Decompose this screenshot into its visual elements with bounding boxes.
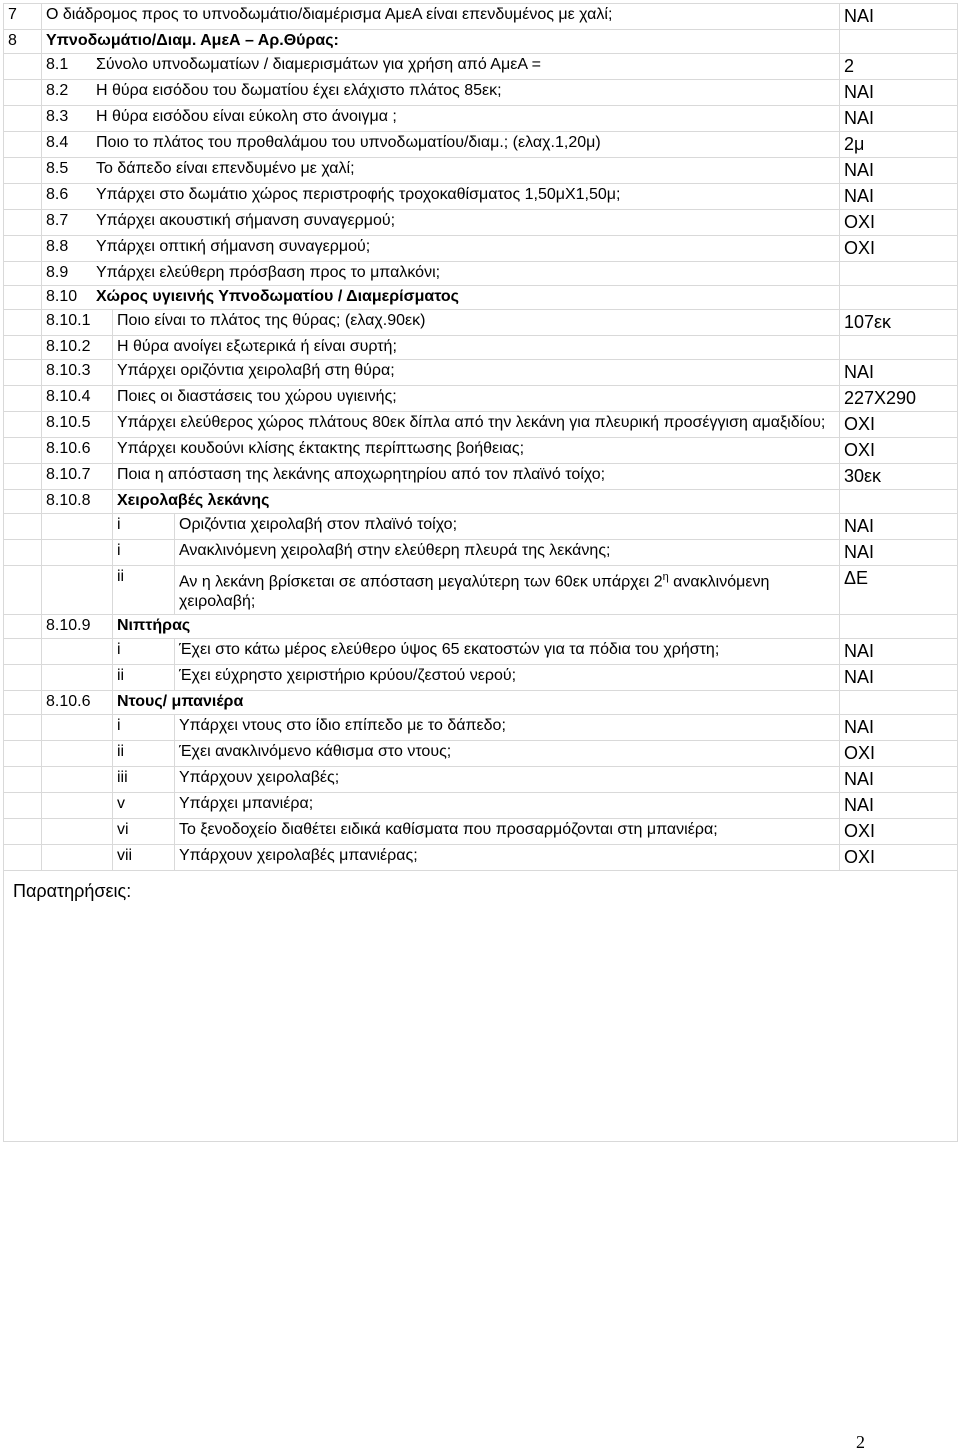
spacer-cell <box>4 54 42 80</box>
roman-numeral: vi <box>113 819 175 845</box>
item-question-cell <box>42 184 840 210</box>
roman-numeral: ii <box>113 665 175 691</box>
spacer-cell <box>4 286 42 310</box>
spacer-cell <box>4 665 42 691</box>
spacer-cell <box>4 514 42 540</box>
item-answer: ΝΑΙ <box>840 106 958 132</box>
item-question: Ντους/ μπανιέρα <box>113 691 840 715</box>
item-question <box>175 566 840 615</box>
item-number: 8.4 <box>46 134 69 151</box>
table-row <box>4 360 958 386</box>
item-question: Ποιες οι διαστάσεις του χώρου υγιεινής; <box>113 386 840 412</box>
table-row <box>4 639 958 665</box>
spacer-cell <box>4 715 42 741</box>
spacer-cell <box>4 132 42 158</box>
spacer-cell <box>4 158 42 184</box>
item-question: Υπάρχει κουδούνι κλίσης έκτακτης περίπτωσης βοήθειας; <box>113 438 840 464</box>
item-answer: ΟΧΙ <box>840 819 958 845</box>
item-answer: ΝΑΙ <box>840 639 958 665</box>
table-row <box>4 80 958 106</box>
item-number: 8 <box>4 30 42 54</box>
item-number: 8.7 <box>46 212 69 229</box>
table-row <box>4 262 958 286</box>
spacer-cell <box>4 106 42 132</box>
item-answer: 227Χ290 <box>840 386 958 412</box>
spacer-cell <box>42 514 113 540</box>
accessibility-form-table <box>3 3 958 1142</box>
item-number: 8.10.2 <box>42 336 113 360</box>
item-number: 8.10.1 <box>42 310 113 336</box>
table-row <box>4 106 958 132</box>
table-row <box>4 741 958 767</box>
spacer-cell <box>4 691 42 715</box>
spacer-cell <box>42 793 113 819</box>
item-number: 8.2 <box>46 82 69 99</box>
item-question: Υπάρχουν χειρολαβές μπανιέρας; <box>175 845 840 871</box>
table-row <box>4 310 958 336</box>
item-answer <box>840 691 958 715</box>
item-question: Υπάρχει ελεύθερος χώρος πλάτους 80εκ δίπλα από την λεκάνη για πλευρική προσέγγιση αμαξιδίου; <box>113 412 840 438</box>
item-question: Ποιο το πλάτος του προθαλάμου του υπνοδωματίου/διαμ.; (ελαχ.1,20μ) <box>96 134 601 151</box>
item-number: 8.10.6 <box>42 438 113 464</box>
item-answer: ΟΧΙ <box>840 741 958 767</box>
table-row <box>4 464 958 490</box>
item-question-cell <box>42 158 840 184</box>
table-row <box>4 540 958 566</box>
item-number: 8.10.5 <box>42 412 113 438</box>
spacer-cell <box>42 639 113 665</box>
item-answer: ΝΑΙ <box>840 540 958 566</box>
item-number: 8.9 <box>46 264 69 281</box>
spacer-cell <box>4 819 42 845</box>
table-row <box>4 566 958 615</box>
table-row <box>4 691 958 715</box>
table-row <box>4 615 958 639</box>
item-question-cell <box>42 262 840 286</box>
item-question-cell <box>42 236 840 262</box>
item-answer: ΝΑΙ <box>840 184 958 210</box>
item-question-cell <box>42 80 840 106</box>
spacer-cell <box>4 236 42 262</box>
item-question: Ο διάδρομος προς το υπνοδωμάτιο/διαμέρισμα ΑμεΑ είναι επενδυμένος με χαλί; <box>42 4 840 30</box>
item-question-cell <box>42 286 840 310</box>
spacer-cell <box>4 386 42 412</box>
item-number: 8.10 <box>46 288 78 305</box>
item-answer <box>840 286 958 310</box>
item-answer <box>840 615 958 639</box>
spacer-cell <box>4 310 42 336</box>
item-question: Υπάρχει μπανιέρα; <box>175 793 840 819</box>
spacer-cell <box>4 184 42 210</box>
item-question: Χώρος υγιεινής Υπνοδωματίου / Διαμερίσματος <box>96 288 459 305</box>
item-answer: ΝΑΙ <box>840 767 958 793</box>
item-number: 8.10.8 <box>42 490 113 514</box>
item-question: Ανακλινόμενη χειρολαβή στην ελεύθερη πλευρά της λεκάνης; <box>175 540 840 566</box>
item-answer: ΝΑΙ <box>840 158 958 184</box>
table-row <box>4 715 958 741</box>
spacer-cell <box>4 845 42 871</box>
item-question: Υπάρχει ελεύθερη πρόσβαση προς το μπαλκόνι; <box>96 264 441 281</box>
question-text: Αν η λεκάνη βρίσκεται σε απόσταση μεγαλύτερη των 60εκ υπάρχει 2 <box>179 573 663 591</box>
table-row <box>4 665 958 691</box>
roman-numeral: iii <box>113 767 175 793</box>
item-answer: ΟΧΙ <box>840 210 958 236</box>
item-number: 8.6 <box>46 186 69 203</box>
item-question-cell <box>42 132 840 158</box>
item-question: Ποια η απόσταση της λεκάνης αποχωρητηρίου από τον πλαϊνό τοίχο; <box>113 464 840 490</box>
item-question: Το δάπεδο είναι επενδυμένο με χαλί; <box>96 160 355 177</box>
item-answer: 2μ <box>840 132 958 158</box>
item-question: Σύνολο υπνοδωματίων / διαμερισμάτων για χρήση από ΑμεΑ = <box>96 56 541 73</box>
page-number: 2 <box>856 1432 865 1452</box>
roman-numeral: i <box>113 715 175 741</box>
spacer-cell <box>4 639 42 665</box>
item-question-cell <box>42 54 840 80</box>
table-row <box>4 4 958 30</box>
spacer-cell <box>4 360 42 386</box>
item-answer: ΟΧΙ <box>840 845 958 871</box>
spacer-cell <box>42 819 113 845</box>
item-question: Η θύρα εισόδου είναι εύκολη στο άνοιγμα ; <box>96 108 397 125</box>
superscript: η <box>662 571 669 583</box>
item-answer: ΝΑΙ <box>840 665 958 691</box>
item-number: 8.8 <box>46 238 69 255</box>
spacer-cell <box>4 490 42 514</box>
item-answer <box>840 490 958 514</box>
spacer-cell <box>4 566 42 615</box>
item-question: Η θύρα ανοίγει εξωτερικά ή είναι συρτή; <box>113 336 840 360</box>
spacer-cell <box>4 438 42 464</box>
table-row <box>4 819 958 845</box>
table-row <box>4 336 958 360</box>
item-question-cell <box>42 210 840 236</box>
spacer-cell <box>4 741 42 767</box>
roman-numeral: ii <box>113 741 175 767</box>
form-body <box>4 4 958 1142</box>
item-answer: ΟΧΙ <box>840 412 958 438</box>
spacer-cell <box>4 464 42 490</box>
item-answer <box>840 30 958 54</box>
table-row <box>4 514 958 540</box>
item-question: Το ξενοδοχείο διαθέτει ειδικά καθίσματα που προσαρμόζονται στη μπανιέρα; <box>175 819 840 845</box>
table-row <box>4 767 958 793</box>
remarks-label: Παρατηρήσεις: <box>13 881 132 902</box>
item-answer: 107εκ <box>840 310 958 336</box>
item-question: Νιπτήρας <box>113 615 840 639</box>
spacer-cell <box>42 741 113 767</box>
table-row <box>4 412 958 438</box>
item-number: 8.10.6 <box>42 691 113 715</box>
item-answer: ΝΑΙ <box>840 360 958 386</box>
item-number: 8.10.4 <box>42 386 113 412</box>
remarks-row <box>4 871 958 1142</box>
table-row <box>4 845 958 871</box>
table-row <box>4 236 958 262</box>
spacer-cell <box>4 540 42 566</box>
item-number: 8.5 <box>46 160 69 177</box>
item-question: Έχει ανακλινόμενο κάθισμα στο ντους; <box>175 741 840 767</box>
item-question: Υπνοδωμάτιο/Διαμ. ΑμεΑ – Αρ.Θύρας: <box>42 30 840 54</box>
item-question: Υπάρχουν χειρολαβές; <box>175 767 840 793</box>
spacer-cell <box>42 767 113 793</box>
item-question: Έχει στο κάτω μέρος ελεύθερο ύψος 65 εκατοστών για τα πόδια του χρήστη; <box>175 639 840 665</box>
item-question: Υπάρχει οριζόντια χειρολαβή στη θύρα; <box>113 360 840 386</box>
item-answer: ΝΑΙ <box>840 793 958 819</box>
item-number: 8.10.7 <box>42 464 113 490</box>
table-row <box>4 386 958 412</box>
item-question: Η θύρα εισόδου του δωματίου έχει ελάχιστο πλάτος 85εκ; <box>96 82 502 99</box>
spacer-cell <box>42 566 113 615</box>
item-number: 8.10.3 <box>42 360 113 386</box>
item-question: Οριζόντια χειρολαβή στον πλαϊνό τοίχο; <box>175 514 840 540</box>
item-number: 8.10.9 <box>42 615 113 639</box>
table-row <box>4 793 958 819</box>
item-question: Υπάρχει στο δωμάτιο χώρος περιστροφής τροχοκαθίσματος 1,50μΧ1,50μ; <box>96 186 621 203</box>
table-row <box>4 490 958 514</box>
item-number: 7 <box>4 4 42 30</box>
item-question-cell <box>42 106 840 132</box>
item-answer: ΝΑΙ <box>840 715 958 741</box>
table-row <box>4 30 958 54</box>
spacer-cell <box>4 210 42 236</box>
item-question: Υπάρχει ντους στο ίδιο επίπεδο με το δάπεδο; <box>175 715 840 741</box>
item-answer: 2 <box>840 54 958 80</box>
item-question: Χειρολαβές λεκάνης <box>113 490 840 514</box>
spacer-cell <box>42 540 113 566</box>
table-row <box>4 54 958 80</box>
roman-numeral: vii <box>113 845 175 871</box>
item-number: 8.1 <box>46 56 69 73</box>
spacer-cell <box>4 767 42 793</box>
roman-numeral: ii <box>113 566 175 615</box>
spacer-cell <box>4 412 42 438</box>
roman-numeral: i <box>113 514 175 540</box>
item-question: Έχει εύχρηστο χειριστήριο κρύου/ζεστού νερού; <box>175 665 840 691</box>
roman-numeral: i <box>113 540 175 566</box>
item-answer: ΟΧΙ <box>840 236 958 262</box>
item-answer: 30εκ <box>840 464 958 490</box>
item-answer: ΟΧΙ <box>840 438 958 464</box>
item-answer: ΝΑΙ <box>840 4 958 30</box>
table-row <box>4 158 958 184</box>
item-number: 8.3 <box>46 108 69 125</box>
remarks-cell <box>4 871 958 1142</box>
item-question: Ποιο είναι το πλάτος της θύρας; (ελαχ.90εκ) <box>113 310 840 336</box>
item-answer <box>840 336 958 360</box>
spacer-cell <box>42 715 113 741</box>
spacer-cell <box>42 845 113 871</box>
spacer-cell <box>4 793 42 819</box>
spacer-cell <box>4 80 42 106</box>
spacer-cell <box>4 615 42 639</box>
spacer-cell <box>42 665 113 691</box>
item-answer: ΝΑΙ <box>840 80 958 106</box>
item-question: Υπάρχει οπτική σήμανση συναγερμού; <box>96 238 371 255</box>
spacer-cell <box>4 336 42 360</box>
question-text: ανακλινόμενη χειρολαβή; <box>179 573 770 611</box>
roman-numeral: v <box>113 793 175 819</box>
spacer-cell <box>4 262 42 286</box>
table-row <box>4 210 958 236</box>
item-question: Υπάρχει ακουστική σήμανση συναγερμού; <box>96 212 396 229</box>
table-row <box>4 132 958 158</box>
item-answer: ΝΑΙ <box>840 514 958 540</box>
table-row <box>4 438 958 464</box>
roman-numeral: i <box>113 639 175 665</box>
item-answer: ΔΕ <box>840 566 958 615</box>
table-row <box>4 286 958 310</box>
table-row <box>4 184 958 210</box>
item-answer <box>840 262 958 286</box>
